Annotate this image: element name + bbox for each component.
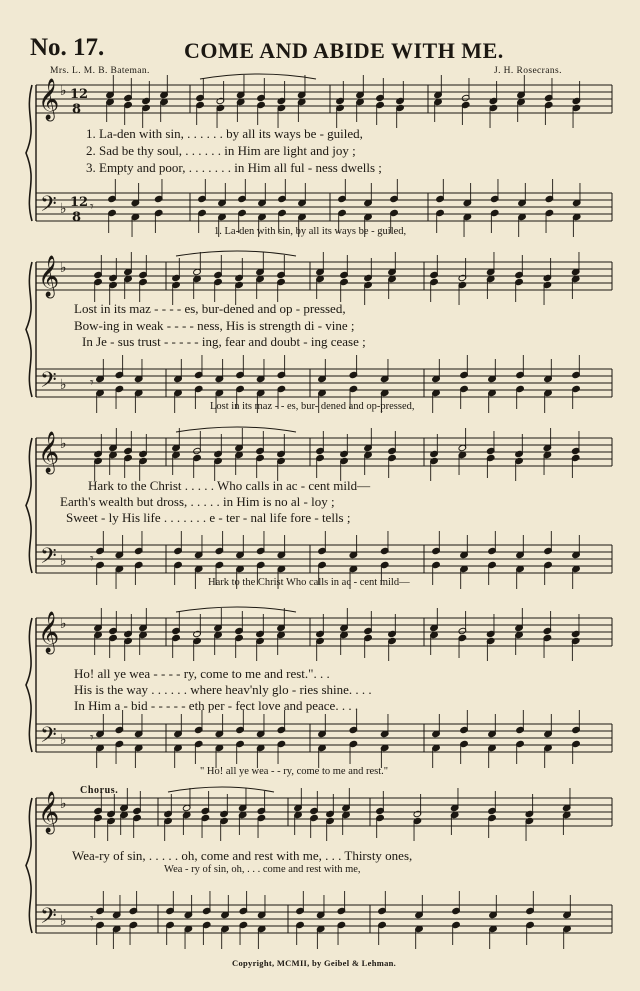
system-3-verse-2: Earth's wealth but dross, . . . . . in Him is no al - loy ; <box>60 494 335 509</box>
system-1-slur <box>200 74 316 79</box>
system-2-treble-clef-icon: 𝄞 <box>38 256 60 297</box>
system-3-treble-flat-icon: ♭ <box>60 436 67 452</box>
system-3-bass-lyric: Hark to the Christ Who calls in ac - cent mild— <box>208 577 410 588</box>
system-1-bass-clef-icon: 𝄢 <box>40 192 57 222</box>
system-2-verse-1: Lost in its maz - - - - es, bur-dened and op - pressed, <box>74 301 346 316</box>
system-2-bass-lyric: Lost in its maz - - es, bur- dened and op-pressed, <box>210 401 415 412</box>
system-1-brace <box>26 85 32 221</box>
system-5-slur <box>168 787 274 792</box>
system-4-bass-lyric: " Ho! all ye wea - - ry, come to me and rest." <box>200 766 389 777</box>
system-3-brace <box>26 438 32 573</box>
system-5-bass-rest-icon: 𝄾 <box>90 911 94 927</box>
system-5-bass-clef-icon: 𝄢 <box>40 904 57 934</box>
system-4-slur <box>176 607 296 612</box>
system-4-treble-clef-icon: 𝄞 <box>38 612 60 653</box>
system-3-bass-flat-icon: ♭ <box>60 553 67 569</box>
hymn-title: COME AND ABIDE WITH ME. <box>184 38 504 63</box>
lyricist-credit: Mrs. L. M. B. Bateman. <box>50 66 150 76</box>
system-2-treble-flat-icon: ♭ <box>60 260 67 276</box>
system-3-bass-rest-icon: 𝄾 <box>90 551 94 567</box>
hymn-number: No. 17. <box>30 34 105 61</box>
system-5-treble-flat-icon: ♭ <box>60 796 67 812</box>
system-1-treble-flat-icon: ♭ <box>60 83 67 99</box>
system-3-verse-1: Hark to the Christ . . . . . Who calls in ac - cent mild— <box>88 478 371 493</box>
system-2-bass-rest-icon: 𝄾 <box>90 375 94 391</box>
system-2-verse-2: Bow-ing in weak - - - - ness, His is strength di - vine ; <box>74 318 355 333</box>
system-1-bass-flat-icon: ♭ <box>60 201 67 217</box>
system-4-treble-flat-icon: ♭ <box>60 616 67 632</box>
system-4-verse-2: His is the way . . . . . . where heav'nly glo - ries shine. . . . <box>74 682 372 697</box>
system-3-slur <box>176 427 296 432</box>
system-3-verse-3: Sweet - ly His life . . . . . . . e - ter - nal life fore - tells ; <box>66 510 351 525</box>
system-4-bass-rest-icon: 𝄾 <box>90 730 94 746</box>
system-1-bass-time-top: 12 <box>70 195 89 210</box>
system-4-bass-flat-icon: ♭ <box>60 732 67 748</box>
composer-credit: J. H. Rosecrans. <box>494 66 562 76</box>
system-4-verse-1: Ho! all ye wea - - - - ry, come to me and rest.". . . <box>74 666 330 681</box>
chorus-label: Chorus. <box>80 785 119 796</box>
system-2-bass-flat-icon: ♭ <box>60 377 67 393</box>
system-2-slur <box>176 251 296 256</box>
system-1-verse-2: 2. Sad be thy soul, . . . . . . in Him are light and joy ; <box>86 143 356 158</box>
chorus-lyric: Wea-ry of sin, . . . . . oh, come and rest with me, . . . Thirsty ones, <box>72 848 413 863</box>
system-1-bass-time-bottom: 8 <box>72 210 82 225</box>
system-4-bass-clef-icon: 𝄢 <box>40 723 57 753</box>
system-1-verse-3: 3. Empty and poor, . . . . . . . in Him all ful - ness dwells ; <box>86 160 382 175</box>
system-1-bass-rest-icon: 𝄾 <box>90 199 94 215</box>
system-2-bass-clef-icon: 𝄢 <box>40 368 57 398</box>
chorus-bass-lyric: Wea - ry of sin, oh, . . . come and rest with me, <box>164 864 361 875</box>
system-5-bass-flat-icon: ♭ <box>60 913 67 929</box>
system-3-treble-clef-icon: 𝄞 <box>38 432 60 473</box>
system-1-bass-lyric: 1. La-den with sin, by all its ways be - guiled, <box>214 226 407 237</box>
system-2-verse-3: In Je - sus trust - - - - - ing, fear and doubt - ing cease ; <box>82 334 366 349</box>
system-3-bass-clef-icon: 𝄢 <box>40 544 57 574</box>
system-1-verse-1: 1. La-den with sin, . . . . . . by all its ways be - guiled, <box>86 126 363 141</box>
copyright-notice: Copyright, MCMII, by Geibel & Lehman. <box>232 958 397 968</box>
system-5-treble-clef-icon: 𝄞 <box>38 792 60 833</box>
system-4-brace <box>26 618 32 752</box>
system-4-verse-3: In Him a - bid - - - - - eth per - fect love and peace. . . . <box>74 698 359 713</box>
system-1-treble-time-top: 12 <box>70 87 89 102</box>
system-5-brace <box>26 798 32 933</box>
system-2-brace <box>26 262 32 397</box>
system-1-treble-time-bottom: 8 <box>72 102 82 117</box>
system-1-treble-clef-icon: 𝄞 <box>38 79 60 120</box>
